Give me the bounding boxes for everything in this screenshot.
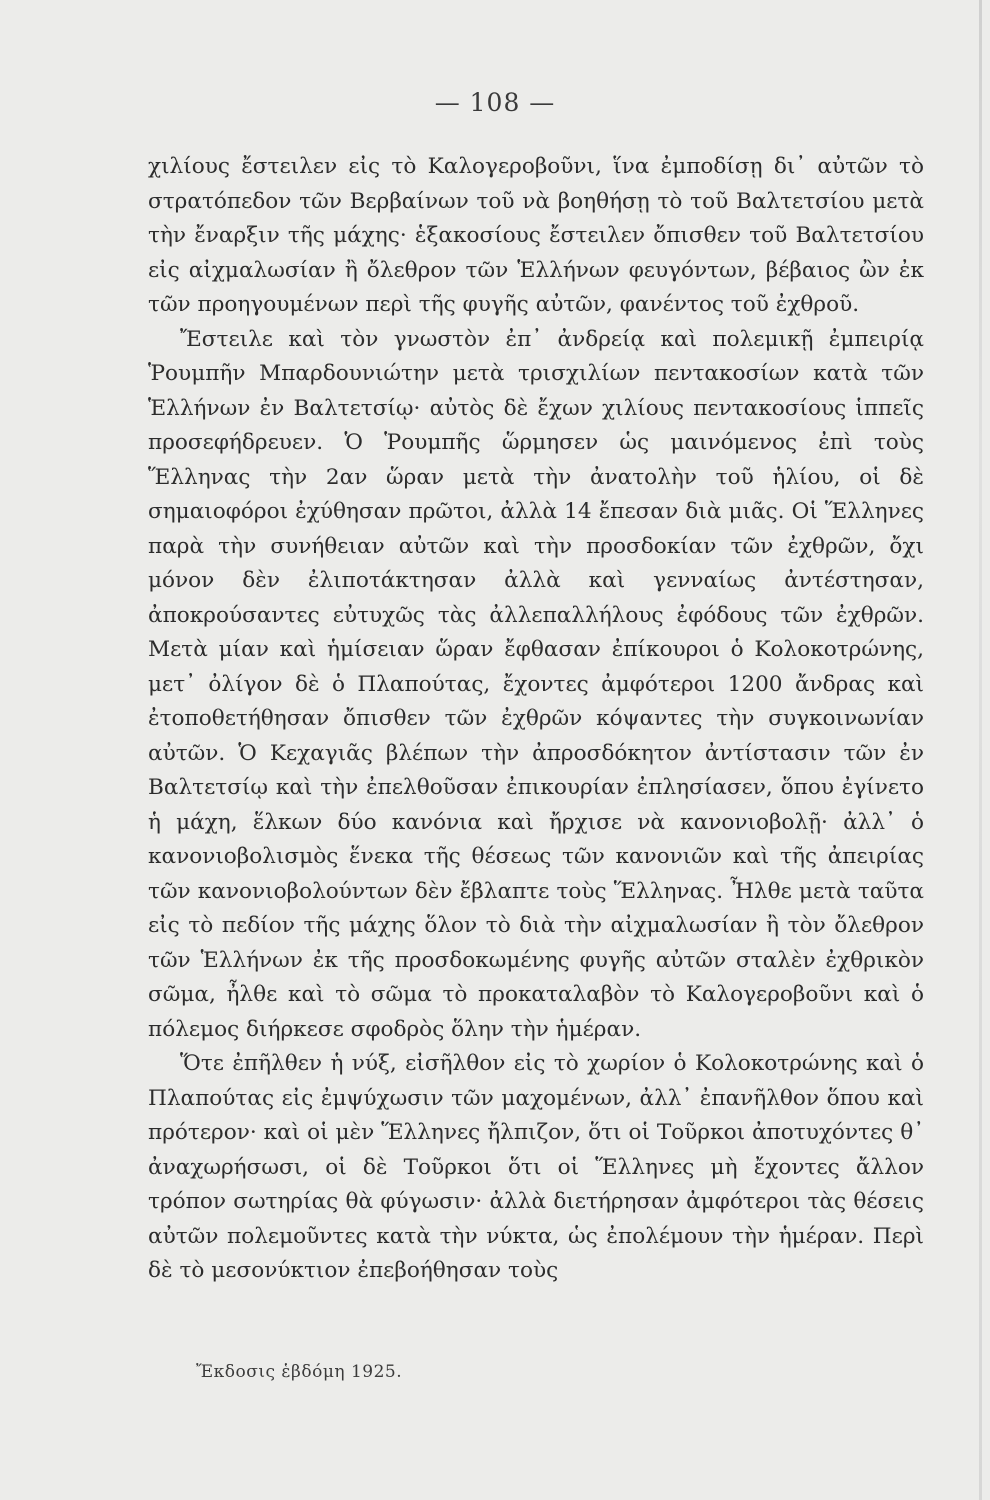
body-text [148,150,924,1289]
page-edge-shadow [979,0,982,1500]
edition-footer: Ἔκδοσις ἑβδόμη 1925. [196,1362,403,1382]
page-number: — 108 — [434,88,556,117]
paragraph-3: Ὅτε ἐπῆλθεν ἡ νύξ, εἰσῆλθον εἰς τὸ χωρίον ὁ Κολοκοτρώνης καὶ ὁ Πλαπούτας εἰς ἐμψύχωσιν τῶν μαχομένων, ἀλλ᾽ ἐπανῆλθον ὅπου καὶ πρότερον· καὶ οἱ μὲν Ἕλληνες ἤλπιζον, ὅτι οἱ Τοῦρκοι ἀποτυχόντες θ᾽ ἀναχωρήσωσι, οἱ δὲ Τοῦρκοι ὅτι οἱ Ἕλληνες μὴ ἔχοντες ἄλλον τρόπον σωτηρίας θὰ φύγωσιν· ἀλλὰ διετήρησαν ἀμφότεροι τὰς θέσεις αὐτῶν πολεμοῦντες κατὰ τὴν νύκτα, ὡς ἐπολέμουν τὴν ἡμέραν. Περὶ δὲ τὸ μεσονύκτιον ἐπεβοήθησαν τοὺς [148,1051,924,1283]
paragraph-2: Ἔστειλε καὶ τὸν γνωστὸν ἐπ᾽ ἀνδρείᾳ καὶ πολεμικῇ ἐμπειρίᾳ Ῥουμπῆν Μπαρδουνιώτην μετὰ τρισχιλίων πεντακοσίων κατὰ τῶν Ἑλλήνων ἐν Βαλτετσίῳ· αὐτὸς δὲ ἔχων χιλίους πεντακοσίους ἱππεῖς προσεφήδρευεν. Ὁ Ῥουμπῆς ὥρμησεν ὡς μαινόμενος ἐπὶ τοὺς Ἕλληνας τὴν 2αν ὥραν μετὰ τὴν ἀνατολὴν τοῦ ἡλίου, οἱ δὲ σημαιοφόροι ἐχύθησαν πρῶτοι, ἀλλὰ 14 ἔπεσαν διὰ μιᾶς. Οἱ Ἕλληνες παρὰ τὴν συνήθειαν αὐτῶν καὶ τὴν προσδοκίαν τῶν ἐχθρῶν, ὄχι μόνον δὲν ἐλιποτάκτησαν ἀλλὰ καὶ γενναίως ἀντέστησαν, ἀποκρούσαντες εὐτυχῶς τὰς ἀλλεπαλλήλους ἐφόδους τῶν ἐχθρῶν. Μετὰ μίαν καὶ ἡμίσειαν ὥραν ἔφθασαν ἐπίκουροι ὁ Κολοκοτρώνης, μετ᾽ ὀλίγον δὲ ὁ Πλαπούτας, ἔχοντες ἀμφότεροι 1200 ἄνδρας καὶ ἐτοποθετήθησαν ὄπισθεν τῶν ἐχθρῶν κόψαντες τὴν συγκοινωνίαν αὐτῶν. Ὁ Κεχαγιᾶς βλέπων τὴν ἀπροσδόκητον ἀντίστασιν τῶν ἐν Βαλτετσίῳ καὶ τὴν ἐπελθοῦσαν ἐπικουρίαν ἐπλησίασεν, ὅπου ἐγίνετο ἡ μάχη, ἕλκων δύο κανόνια καὶ ἤρχισε νὰ κανονιοβολῇ· ἀλλ᾽ ὁ κανονιοβολισμὸς ἕνεκα τῆς θέσεως τῶν κανονιῶν καὶ τῆς ἀπειρίας τῶν κανονιοβολούντων δὲν ἔβλαπτε τοὺς Ἕλληνας. Ἦλθε μετὰ ταῦτα εἰς τὸ πεδίον τῆς μάχης ὅλον τὸ διὰ τὴν αἰχμαλωσίαν ἢ τὸν ὄλεθρον τῶν Ἑλλήνων ἐκ τῆς προσδοκωμένης φυγῆς αὐτῶν σταλὲν ἐχθρικὸν σῶμα, ἦλθε καὶ τὸ σῶμα τὸ προκαταλαβὸν τὸ Καλογεροβοῦνι καὶ ὁ πόλεμος διήρκεσε σφοδρὸς ὅλην τὴν ἡμέραν. [148,326,924,1042]
paragraph-1: χιλίους ἔστειλεν εἰς τὸ Καλογεροβοῦνι, ἵνα ἐμποδίσῃ δι᾽ αὐτῶν τὸ στρατόπεδον τῶν Βερβαίνων τοῦ νὰ βοηθήσῃ τὸ τοῦ Βαλτετσίου μετὰ τὴν ἔναρξιν τῆς μάχης· ἑξακοσίους ἔστειλεν ὄπισθεν τοῦ Βαλτετσίου εἰς αἰχμαλωσίαν ἢ ὄλεθρον τῶν Ἑλλήνων φευγόντων, βέβαιος ὢν ἐκ τῶν προηγουμένων περὶ τῆς φυγῆς αὐτῶν, φανέντος τοῦ ἐχθροῦ. [148,154,924,317]
